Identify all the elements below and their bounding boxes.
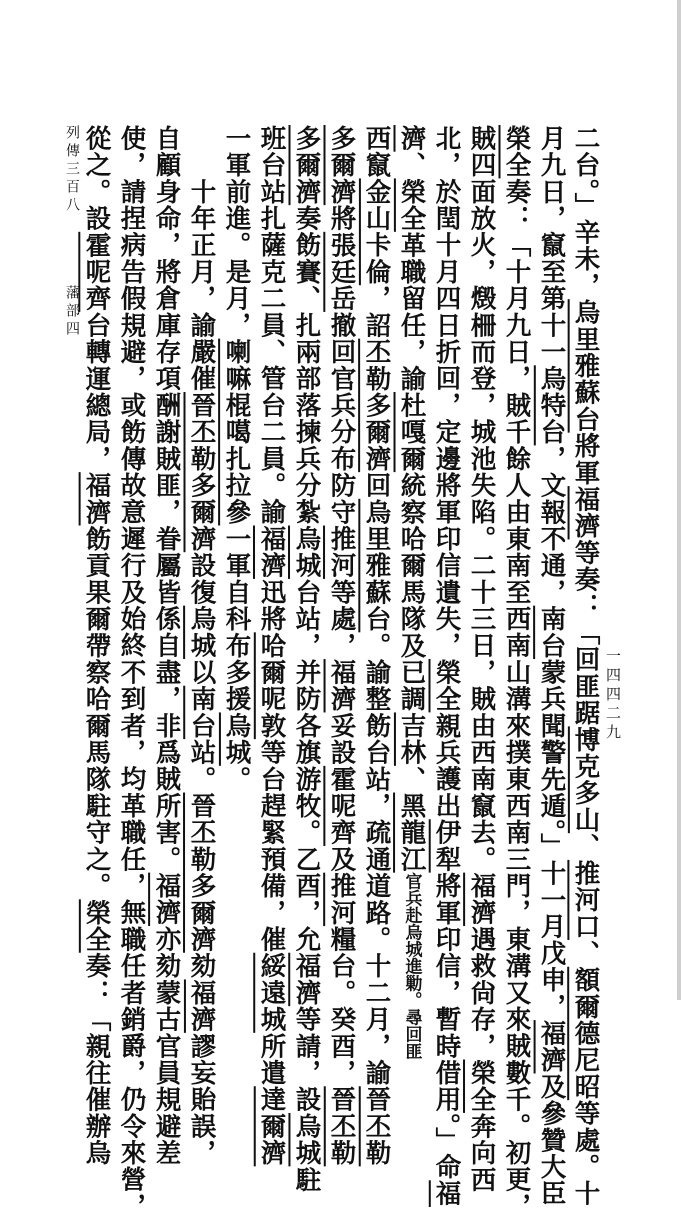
proper-noun: 烏城 xyxy=(186,605,217,660)
text-segment: 使，請捏病告假規避，或飭傳故意遲行及始終不到者，均革職任，無職任者銷爵，仍令來營， xyxy=(116,125,147,1220)
proper-noun: 榮全 xyxy=(396,178,427,232)
text-segment: 將軍 xyxy=(570,432,601,487)
text-segment: 等奏：「回匪踞 xyxy=(570,539,601,727)
proper-noun: 杜嘎爾 xyxy=(396,392,427,473)
proper-noun: 南台 xyxy=(186,685,217,740)
proper-noun: 福濟 xyxy=(151,872,182,927)
text-segment: 等請，設 xyxy=(291,1006,322,1113)
text-column xyxy=(570,125,601,1208)
text-segment: 自顧身命，將倉庫存項酬謝賊匪，眷屬皆係自盡，非爲賊所害。 xyxy=(151,125,182,873)
text-segment: 從之。設 xyxy=(81,125,112,232)
text-column xyxy=(431,125,462,1207)
text-column xyxy=(396,125,427,1060)
text-segment: 二台。」辛未， xyxy=(570,125,601,300)
text-column xyxy=(466,125,497,1194)
text-segment: 蒙兵聞警先遁。」十一月戊申， xyxy=(536,659,567,1021)
text-segment: 奔向西 xyxy=(466,1112,497,1194)
text-segment: 飭貢果爾帶察哈爾馬隊駐守之。 xyxy=(81,525,112,900)
text-segment: 亦劾蒙古官員規避差 xyxy=(151,926,182,1167)
text-segment: 奏飭賽、扎兩部落揀兵分紮 xyxy=(291,205,322,526)
proper-noun: 福濟 xyxy=(326,659,357,713)
text-segment: 月九日，竄至第十一 xyxy=(536,125,567,366)
text-segment: 、 xyxy=(396,151,427,179)
text-column xyxy=(186,125,217,1167)
proper-noun: 額爾德尼昭 xyxy=(570,966,601,1101)
proper-noun: 烏城 xyxy=(221,712,252,766)
proper-noun: 福濟 xyxy=(291,952,322,1007)
text-segment: 以 xyxy=(186,659,217,686)
proper-noun: 烏城 xyxy=(291,525,322,579)
proper-noun: 喇嘛棍噶扎拉參 xyxy=(221,338,252,526)
text-segment: 台轉運總局， xyxy=(81,311,112,473)
proper-noun: 濟 xyxy=(396,125,427,152)
text-segment: 遇救尙存， xyxy=(466,926,497,1060)
text-segment: 一軍前進。是月， xyxy=(221,125,252,339)
text-segment: 一軍自科布多援 xyxy=(221,525,252,713)
text-segment: 、 xyxy=(570,940,601,967)
proper-noun: 南台 xyxy=(536,605,567,660)
text-column xyxy=(326,125,357,1167)
proper-noun: 金山卡倫 xyxy=(361,178,392,286)
text-segment: 班台站扎薩克二員、管台二員。諭 xyxy=(256,125,287,526)
proper-noun: 晉丕勒多爾濟 xyxy=(186,392,217,553)
page-number: 一四四二九 xyxy=(604,648,622,743)
text-column xyxy=(151,125,182,1167)
proper-noun: 福濟 xyxy=(186,979,217,1033)
running-header xyxy=(62,125,82,339)
text-segment: 。諭整飭台站，疏通道路。十二月，諭 xyxy=(361,632,392,1087)
text-segment: 設復 xyxy=(186,552,217,606)
proper-noun: 晉丕勒多爾濟 xyxy=(186,792,217,953)
text-column xyxy=(81,125,112,1167)
proper-noun: 達爾濟 xyxy=(256,1086,287,1167)
volume-title: 列傳三百八 xyxy=(64,125,80,215)
proper-noun: 霍呢齊 xyxy=(81,231,112,312)
proper-noun: 博克多山 xyxy=(570,726,601,834)
text-segment: 糧台。癸酉， xyxy=(326,926,357,1087)
text-segment: 賊四面放火，燬柵而登，城池失陷。二十三日，賊由西南竄去。 xyxy=(466,125,497,873)
text-segment: 撤回官兵分布防守 xyxy=(326,311,357,526)
text-segment: 等處， xyxy=(326,578,357,660)
proper-noun: 多爾濟 xyxy=(291,125,322,206)
text-column xyxy=(221,125,252,793)
text-segment: 、 xyxy=(570,833,601,860)
text-segment: 等台趕緊預備，催 xyxy=(256,739,287,953)
proper-noun: 張廷岳 xyxy=(326,231,357,312)
proper-noun: 榮全 xyxy=(466,1059,497,1113)
text-segment: 迅將 xyxy=(256,578,287,633)
text-segment: 革職留任，諭 xyxy=(396,231,427,393)
proper-noun: 榮全 xyxy=(501,125,532,179)
text-segment: 駐 xyxy=(291,1166,322,1194)
proper-noun: 晉丕勒 xyxy=(361,1086,392,1167)
proper-noun: 多爾濟 xyxy=(326,125,357,206)
proper-noun: 烏城 xyxy=(291,1112,322,1167)
proper-noun: 霍呢齊 xyxy=(326,765,357,846)
proper-noun: 晉丕勒 xyxy=(326,1086,357,1167)
text-segment: 將 xyxy=(326,205,357,232)
text-segment: 奏：「親往催辦烏 xyxy=(81,952,112,1167)
proper-noun: 榮全 xyxy=(81,899,112,953)
proper-noun: 綏遠城 xyxy=(256,952,287,1033)
proper-noun: 推河 xyxy=(326,525,357,579)
text-segment: 尋回匪 xyxy=(401,1008,422,1060)
text-segment: 及參贊大臣 xyxy=(536,1073,567,1207)
text-column xyxy=(536,125,567,1207)
proper-noun: 哈爾呢敦 xyxy=(256,632,287,740)
text-segment: 妥設 xyxy=(326,712,357,766)
text-column xyxy=(256,125,287,1167)
proper-noun: 福濟 xyxy=(536,1020,567,1074)
proper-noun: 榮全 xyxy=(431,659,462,713)
text-segment: 劾 xyxy=(186,952,217,980)
text-segment: ，文報不通， xyxy=(536,445,567,606)
proper-noun: 福濟 xyxy=(570,486,601,540)
text-segment: 台站，并防各旗游牧。乙酉，允 xyxy=(291,578,322,953)
text-segment: 等處。十 xyxy=(570,1100,601,1208)
proper-noun: 推河口 xyxy=(570,859,601,940)
proper-noun: 福濟 xyxy=(256,525,287,579)
proper-noun: 烏里雅蘇台 xyxy=(361,498,392,633)
proper-noun: 推河 xyxy=(326,872,357,927)
proper-noun: 福濟 xyxy=(81,472,112,526)
text-segment: 西竄 xyxy=(361,125,392,179)
text-column xyxy=(116,125,147,1220)
section-title: 藩部四 xyxy=(64,285,80,339)
text-segment: 官兵赴烏城進勦。 xyxy=(401,872,422,1009)
proper-noun: 烏特台 xyxy=(536,365,567,446)
text-column xyxy=(501,125,532,1220)
proper-noun: 伊犁 xyxy=(431,819,462,873)
page-edge xyxy=(677,0,681,1000)
text-segment: 回 xyxy=(361,472,392,499)
proper-noun: 烏里雅蘇台 xyxy=(570,299,601,433)
text-segment: 奏：「十月九日，賊千餘人由東南至西南山溝來撲東西南三門，東溝又來賊數千。初更， xyxy=(501,178,532,1220)
text-segment: ，詔 xyxy=(361,285,392,339)
text-segment: 、 xyxy=(396,765,427,793)
text-segment: 。 xyxy=(221,765,252,793)
proper-noun: 福 xyxy=(431,1180,462,1207)
text-segment: 十年正月，諭嚴催 xyxy=(186,125,217,392)
text-segment: 親兵護出 xyxy=(431,712,462,820)
text-segment: 謬妄貽誤， xyxy=(186,1032,217,1167)
text-segment: 所遣 xyxy=(256,1032,287,1087)
text-segment: 將軍印信，暫時借用。」命 xyxy=(431,872,462,1181)
text-segment: 及 xyxy=(326,845,357,873)
proper-noun: 福濟 xyxy=(466,872,497,927)
proper-noun: 黑龍江 xyxy=(396,792,427,873)
text-column xyxy=(361,125,392,1167)
text-column xyxy=(291,125,322,1194)
text-segment: 北，於閏十月四日折回，定邊將軍印信遺失， xyxy=(431,125,462,659)
proper-noun: 吉林 xyxy=(396,712,427,766)
text-segment: 站。 xyxy=(186,739,217,793)
proper-noun: 丕勒多爾濟 xyxy=(361,338,392,473)
text-segment: 統察哈爾馬隊及已調 xyxy=(396,472,427,713)
